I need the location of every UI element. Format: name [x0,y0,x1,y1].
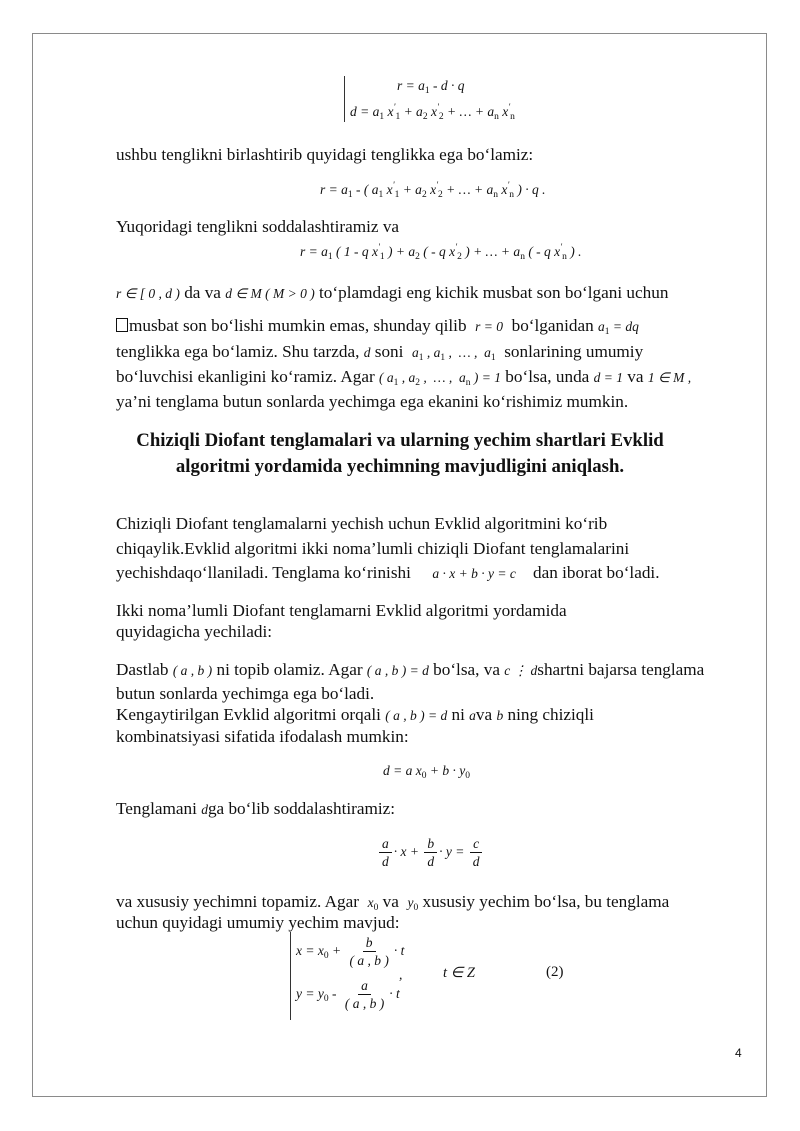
system2-brace [290,932,291,1020]
section-heading-line1: Chiziqli Diofant tenglamalari va ularning yechim shartlari Evklid [136,430,664,451]
formula-d-one: d = 1 [593,370,623,385]
paragraph-musbat: musbat son bo‘lishi mumkin emas, shunday qilib r = 0 bo‘lganidan $a_1$ = dq [116,316,639,342]
formula-ax-by-c: a · x + b · y = c [432,566,516,581]
paragraph6-line1: va xususiy yechimni topamiz. Agar $x_0$ va $y_0$ xususiy yechim bo‘lsa, bu tenglama [116,892,670,913]
paragraph4-line1: Dastlab ( a , b ) ni topib olamiz. Agar ( a , b ) = d bo‘lsa, va c ⋮ dshartni bajarsa tenglama [116,660,705,679]
formula-d-in-m: d ∈ M ( M > 0 ) [225,286,315,301]
paragraph2-line1: Chiziqli Diofant tenglamalarni yechish uchun Evklid algoritmini ko‘rib [116,514,608,533]
equation-number: (2) [546,964,564,980]
paragraph4-line2: butun sonlarda yechimga ega bo‘ladi. [116,684,375,703]
paragraph-tenglikka: tenglikka ega bo‘lamiz. Shu tarzda, d soni $a_1$ , $a_1$ , … , $a_1$ sonlarining umumiy [116,342,644,363]
system-brace [344,76,345,122]
formula-gcd-one: ( $a_1$ , $a_2$ , … , $a_n$ ) = 1 [379,370,501,388]
formula-bezout: d = a $x_0 + b \cdot y_0$ [383,763,470,781]
formula-gcd-d-2: ( a , b ) = d [385,708,448,723]
paragraph2-line2: chiqaylik.Evklid algoritmi ikki noma’lumli chiziqli Diofant tenglamalarini [116,539,630,558]
paragraph-boluvchisi: bo‘luvchisi ekanligini ko‘ramiz. Agar ( $a_1$ , $a_2$ , … , $a_n$ ) = 1 bo‘lsa, unda d = 1 va 1 ∈ M , [116,367,692,388]
paragraph-r-interval: r ∈ [ 0 , d ) da va d ∈ M ( M > 0 ) to‘plamdagi eng kichik musbat son bo‘lgani uchun [116,283,669,302]
paragraph4-line3: Kengaytirilgan Evklid algoritmi orqali ( a , b ) = d ni ava b ning chiziqli [116,705,594,724]
formula-a1-dq: $a_1$ = dq [598,319,639,337]
formula-ab-pair: ( a , b ) [172,663,213,678]
formula-r-simplified: $r = a_1$ ( 1 - q $x'_1$ ) + $a_2$ ( - q $x'_2$ ) + … + $a_n$ ( - q $x'_n$ ) . [300,242,582,262]
paragraph6-line2: uchun quyidagi umumiy yechim mavjud: [116,913,400,932]
formula-c-divisible-d: c ⋮ d [504,663,538,678]
paragraph5: Tenglamani dga bo‘lib soddalashtiramiz: [116,799,396,818]
formula-t-in-z: t ∈ Z [443,965,475,981]
formula-gcd-d: ( a , b ) = d [366,663,429,678]
paragraph4-line4: kombinatsiyasi sifatida ifodalash mumkin: [116,727,409,746]
formula-a-list: $a_1$ , $a_1$ , … , $a_1$ [412,345,496,363]
formula-y-general: $y = y_0$ - $\frac{a}{( a , b )}$ · t [296,978,400,1011]
formula-r-combined: $r = a_1$ - ( $a_1$ $x'_1 + a_2$ $x'_2$ + … + $a_n$ $x'_n$ ) · q . [320,180,546,200]
formula-r-zero: r = 0 [475,319,504,334]
formula-d-eq: $d = a_1$ $x'_1 + a_2$ $x'_2$ + … + $a_n$ $x'_n$ [350,102,515,122]
comma: , [399,967,403,982]
formula-one-in-m: 1 ∈ M , [647,370,692,385]
paragraph3-line1: Ikki noma’lumli Diofant tenglamarni Evklid algoritmi yordamida [116,601,567,620]
paragraph3-line2: quyidagicha yechiladi: [116,622,273,641]
paragraph-birlashtirib: ushbu tenglikni birlashtirib quyidagi tenglikka ega bo‘lamiz: [116,145,534,164]
paragraph2-line3: yechishdaqo‘llaniladi. Tenglama ko‘rinishi a · x + b · y = c dan iborat bo‘ladi. [116,563,660,582]
missing-glyph-box [116,318,128,332]
formula-r-interval: r ∈ [ 0 , d ) [116,286,180,301]
paragraph-yani: ya’ni tenglama butun sonlarda yechimga ega ekanini ko‘rishimiz mumkin. [116,392,629,411]
page-number: 4 [735,1046,742,1060]
formula-r-eq: $r = a_1 - d \cdot q$ [397,78,465,96]
paragraph-yuqoridagi: Yuqoridagi tenglikni soddalashtiramiz va [116,217,400,236]
formula-divided: $\frac{a}{d}$ · x + $\frac{b}{d}$ · y = $\frac{c}{d}$ [377,836,484,870]
section-heading-line2: algoritmi yordamida yechimning mavjudligini aniqlash. [175,456,625,477]
formula-x-general: $x = x_0$ + $\frac{b}{( a , b )}$ · t [296,935,405,968]
